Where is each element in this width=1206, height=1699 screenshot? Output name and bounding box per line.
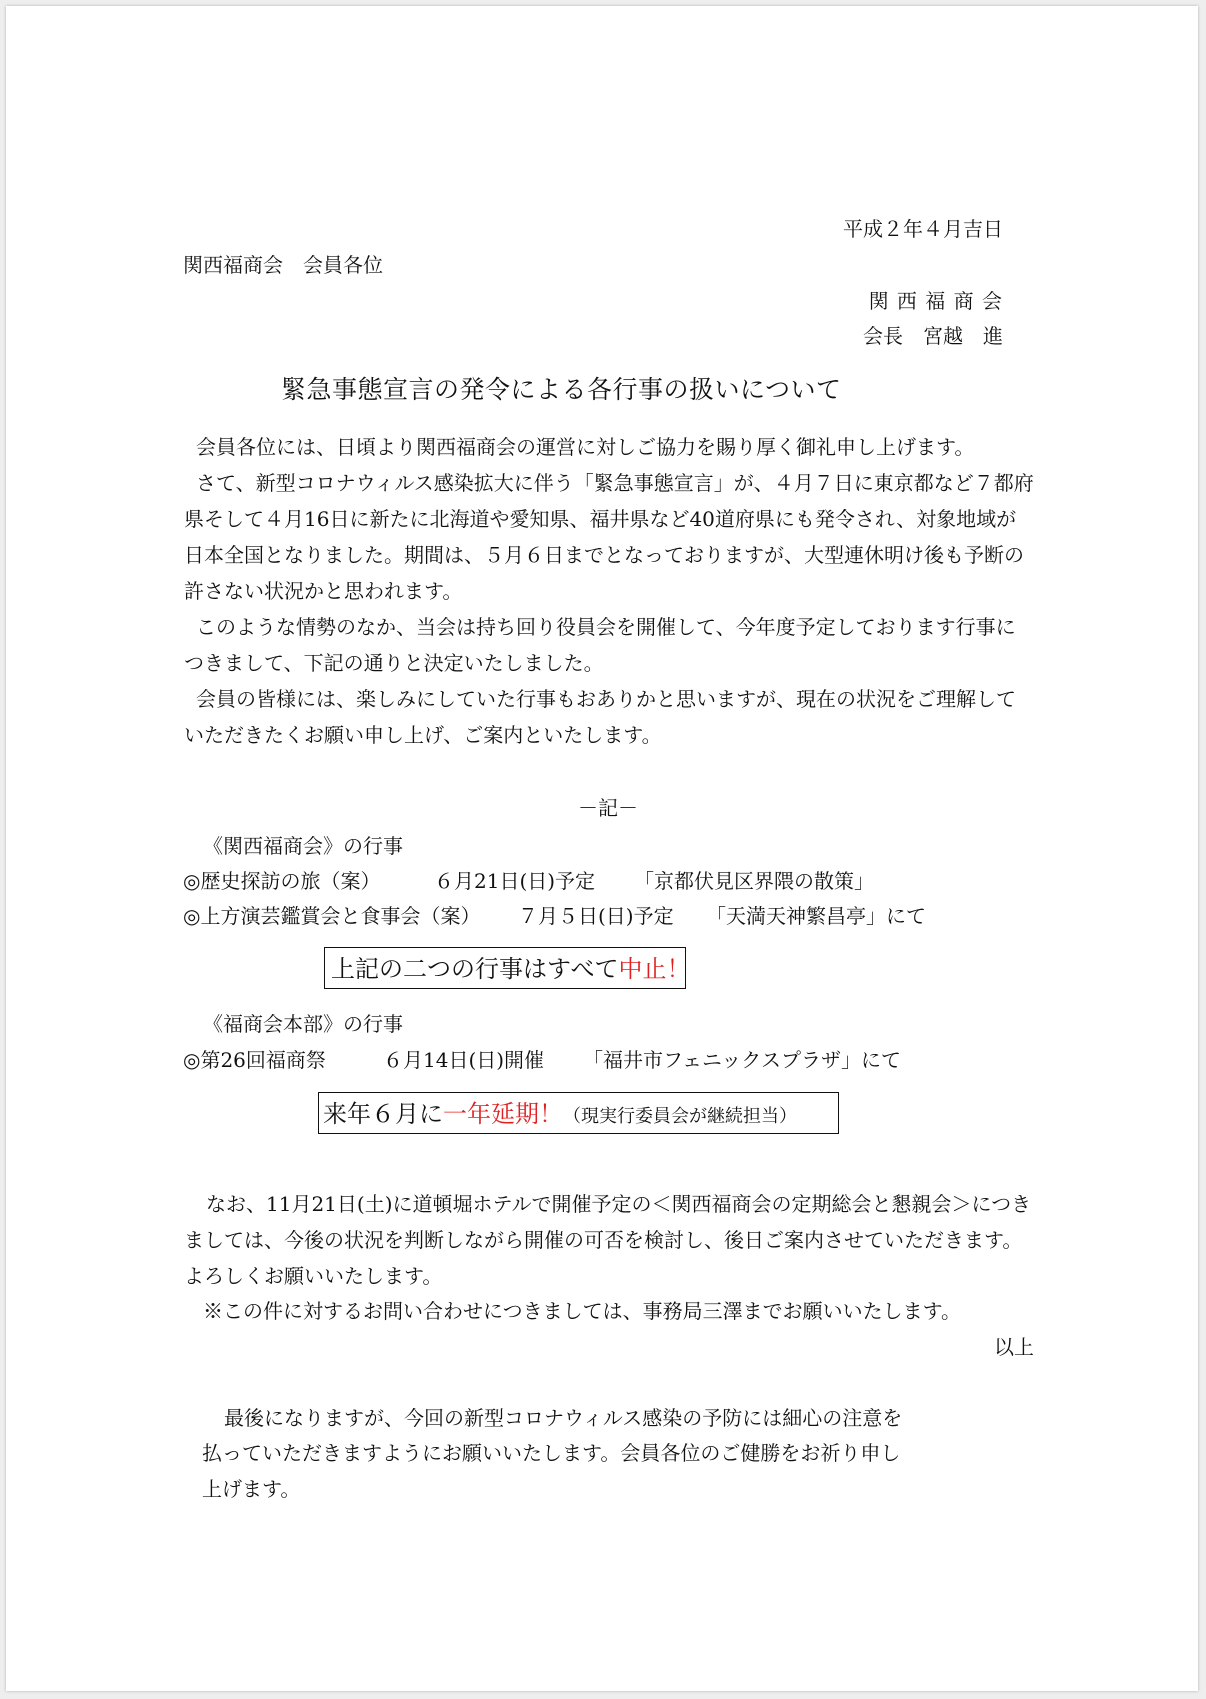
inquiry-note: ※この件に対するお問い合わせにつきましては、事務局三澤までお願いいたします。 — [203, 1299, 961, 1323]
page-title: 緊急事態宣言の発令による各行事の扱いについて — [281, 375, 842, 404]
body-paragraph-1: 会員各位には、日頃より関西福商会の運営に対しご協力を賜り厚く御礼申し上げます。 — [196, 435, 975, 459]
recipient: 関西福商会 会員各位 — [183, 253, 383, 277]
cancel-emphasis: 中止！ — [618, 955, 691, 983]
postponement-notice: 来年６月に一年延期！（現実行委員会が継続担当） — [318, 1092, 839, 1134]
final-message-line-2: 払っていただきますようにお願いいたします。会員各位のご健勝をお祈り申し — [202, 1441, 901, 1465]
body-paragraph-4: 会員の皆様には、楽しみにしていた行事もおありかと思いますが、現在の状況をご理解していただきたくお願い申し上げ、ご案内といたします。 — [184, 687, 1016, 747]
section-heading-kansai: 《関西福商会》の行事 — [203, 834, 403, 858]
body-paragraph-2: さて、新型コロナウィルス感染拡大に伴う「緊急事態宣言」が、４月７日に東京都など７都府県そして４月16日に新たに北海道や愛知県、福井県など40道府県にも発令され、対象地域が日本全国となりました。期間は、５月６日までとなっておりますが、大型連休明け後も予断の許さない状況かと思われます。 — [184, 471, 1034, 603]
closing-paragraph: なお、11月21日(土)に道頓堀ホテルで開催予定の＜関西福商会の定期総会と懇親会＞につきましては、今後の状況を判断しながら開催の可否を検討し、後日ご案内させていただきます。よろしくお願いいたします。 — [184, 1192, 1032, 1288]
event-place: 「天満天神繁昌亭」にて — [706, 904, 926, 928]
final-message-line-3: 上げます。 — [202, 1477, 301, 1501]
event-date: ７月５日(日)予定 — [518, 904, 674, 928]
event-name: ◎上方演芸鑑賞会と食事会（案） — [183, 904, 481, 928]
ki-heading: －記－ — [578, 796, 638, 820]
final-message-line-1: 最後になりますが、今回の新型コロナウィルス感染の予防には細心の注意を — [224, 1406, 903, 1430]
letter-date: 平成２年４月吉日 — [843, 217, 1003, 241]
body-paragraph-3: このような情勢のなか、当会は持ち回り役員会を開催して、今年度予定しております行事につきまして、下記の通りと決定いたしました。 — [184, 615, 1016, 675]
event-date: ６月21日(日)予定 — [434, 869, 596, 893]
sender-organization: 関 西 福 商 会 — [868, 289, 1003, 313]
section-heading-honbu: 《福商会本部》の行事 — [203, 1012, 403, 1036]
closing-end: 以上 — [994, 1335, 1034, 1359]
document-page — [6, 6, 1198, 1691]
event-date: ６月14日(日)開催 — [383, 1048, 545, 1072]
event-place: 「福井市フェニックスプラザ」にて — [583, 1048, 901, 1072]
event-place: 「京都伏見区界隈の散策」 — [634, 869, 874, 893]
event-name: ◎歴史探訪の旅（案） — [183, 869, 381, 893]
event-name: ◎第26回福商祭 — [183, 1048, 326, 1072]
postpone-emphasis: 一年延期！ — [443, 1100, 563, 1128]
cancellation-notice: 上記の二つの行事はすべて中止！ — [324, 947, 686, 989]
sender-name: 会長 宮越 進 — [863, 324, 1003, 348]
